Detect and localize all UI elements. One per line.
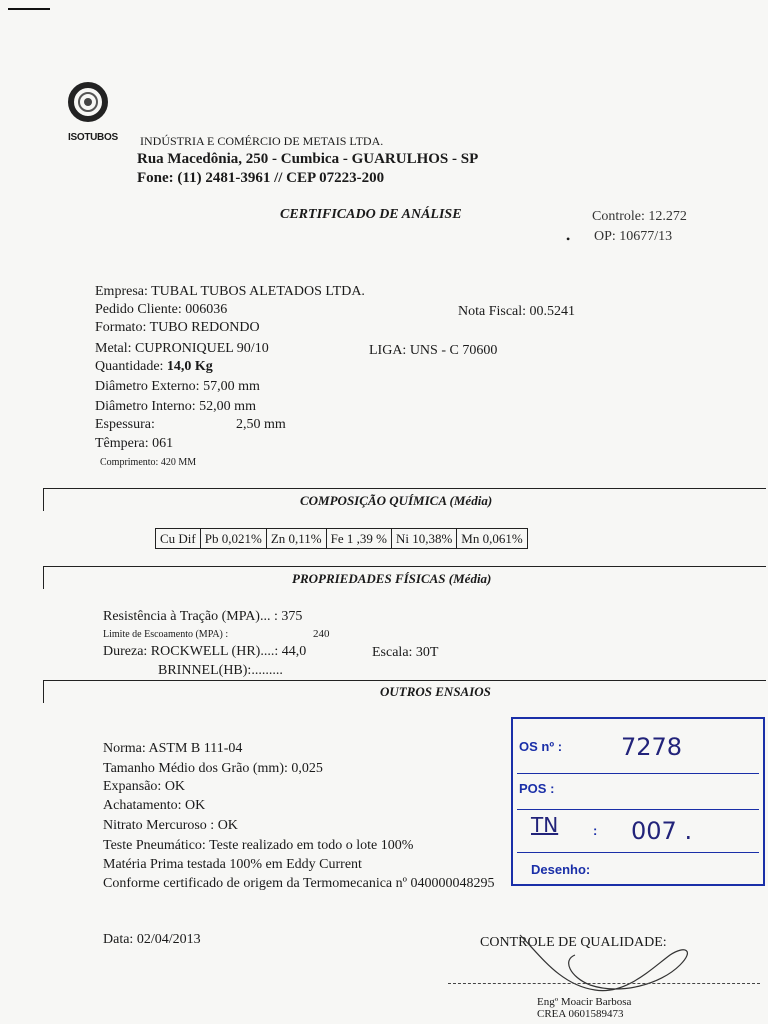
company-phone: Fone: (11) 2481-3961 // CEP 07223-200 bbox=[137, 170, 385, 186]
company-address: Rua Macedônia, 250 - Cumbica - GUARULHOS - SP bbox=[137, 151, 479, 167]
pedido-field: Pedido Cliente: 006036 bbox=[95, 302, 228, 317]
espessura-value: 2,50 mm bbox=[236, 417, 286, 432]
quantidade-label: Quantidade: bbox=[95, 359, 167, 374]
bullet-mark: • bbox=[566, 232, 571, 246]
tempera-field: Têmpera: 061 bbox=[95, 436, 174, 451]
desenho-label: Desenho: bbox=[531, 862, 591, 877]
expansao-line: Expansão: OK bbox=[103, 779, 186, 794]
control-number: Controle: 12.272 bbox=[592, 209, 687, 224]
brinnel-field: BRINNEL(HB):......... bbox=[158, 663, 283, 678]
nota-fiscal-field: Nota Fiscal: 00.5241 bbox=[458, 304, 576, 319]
os-stamp bbox=[511, 717, 765, 886]
quantidade-field bbox=[95, 359, 213, 375]
nitrato-line: Nitrato Mercuroso : OK bbox=[103, 818, 238, 833]
tamanho-grao-line: Tamanho Médio dos Grão (mm): 0,025 bbox=[103, 761, 323, 776]
os-handwritten-value: 7278 bbox=[621, 733, 683, 761]
pb-cell: Pb 0,021% bbox=[200, 529, 266, 549]
comprimento-field: Comprimento: 420 MM bbox=[100, 457, 197, 468]
tn-handwritten-value: 007 . bbox=[631, 817, 693, 845]
espessura-label: Espessura: bbox=[95, 417, 155, 432]
quantidade-value: 14,0 Kg bbox=[166, 359, 213, 374]
ni-cell: Ni 10,38% bbox=[391, 529, 456, 549]
engineer-name: Engº Moacir Barbosa bbox=[537, 996, 632, 1008]
isotubos-logo-icon bbox=[68, 82, 108, 122]
teste-pneumatico-line: Teste Pneumático: Teste realizado em todo o lote 100% bbox=[103, 838, 414, 853]
composicao-row bbox=[156, 529, 528, 549]
certificate-title: CERTIFICADO DE ANÁLISE bbox=[280, 207, 462, 222]
stamp-divider bbox=[517, 852, 759, 853]
certificado-origem-line: Conforme certificado de origem da Termomecanica nº 040000048295 bbox=[103, 876, 495, 891]
stamp-divider bbox=[517, 809, 759, 810]
materia-prima-line: Matéria Prima testada 100% em Eddy Current bbox=[103, 857, 362, 872]
achatamento-line: Achatamento: OK bbox=[103, 798, 206, 813]
resistencia-tracao-field: Resistência à Tração (MPA)... : 375 bbox=[103, 609, 303, 624]
cu-cell: Cu Dif bbox=[156, 529, 201, 549]
quality-control-title: CONTROLE DE QUALIDADE: bbox=[480, 935, 667, 950]
tn-handwritten-label: TN bbox=[531, 813, 559, 837]
engineer-crea: CREA 0601589473 bbox=[537, 1008, 624, 1020]
fe-cell: Fe 1 ,39 % bbox=[326, 529, 391, 549]
logo-text: ISOTUBOS bbox=[68, 132, 118, 143]
os-label: OS nº : bbox=[519, 739, 563, 754]
formato-field: Formato: TUBO REDONDO bbox=[95, 320, 260, 335]
diametro-externo-field: Diâmetro Externo: 57,00 mm bbox=[95, 379, 260, 394]
escoamento-value: 240 bbox=[313, 628, 330, 640]
pos-label: POS : bbox=[519, 781, 555, 796]
date-field: Data: 02/04/2013 bbox=[103, 932, 201, 947]
propriedades-title: PROPRIEDADES FÍSICAS (Média) bbox=[292, 571, 492, 586]
composicao-title: COMPOSIÇÃO QUÍMICA (Média) bbox=[300, 493, 493, 508]
stamp-divider bbox=[517, 773, 759, 774]
outros-title: OUTROS ENSAIOS bbox=[380, 684, 491, 699]
dureza-field: Dureza: ROCKWELL (HR)....: 44,0 bbox=[103, 644, 307, 659]
escoamento-label: Limite de Escoamento (MPA) : bbox=[103, 629, 229, 640]
mn-cell: Mn 0,061% bbox=[457, 529, 527, 549]
norma-line: Norma: ASTM B 111-04 bbox=[103, 741, 243, 756]
op-number: OP: 10677/13 bbox=[594, 229, 673, 244]
composicao-table bbox=[155, 528, 528, 549]
escala-field: Escala: 30T bbox=[372, 645, 439, 660]
empresa-field: Empresa: TUBAL TUBOS ALETADOS LTDA. bbox=[95, 284, 365, 299]
scan-mark bbox=[8, 8, 50, 10]
diametro-interno-field: Diâmetro Interno: 52,00 mm bbox=[95, 399, 256, 414]
company-name: INDÚSTRIA E COMÉRCIO DE METAIS LTDA. bbox=[140, 134, 384, 148]
liga-field: LIGA: UNS - C 70600 bbox=[369, 343, 498, 358]
metal-field: Metal: CUPRONIQUEL 90/10 bbox=[95, 341, 269, 356]
tn-colon: : bbox=[593, 823, 598, 838]
zn-cell: Zn 0,11% bbox=[266, 529, 326, 549]
signature-line bbox=[448, 983, 760, 984]
